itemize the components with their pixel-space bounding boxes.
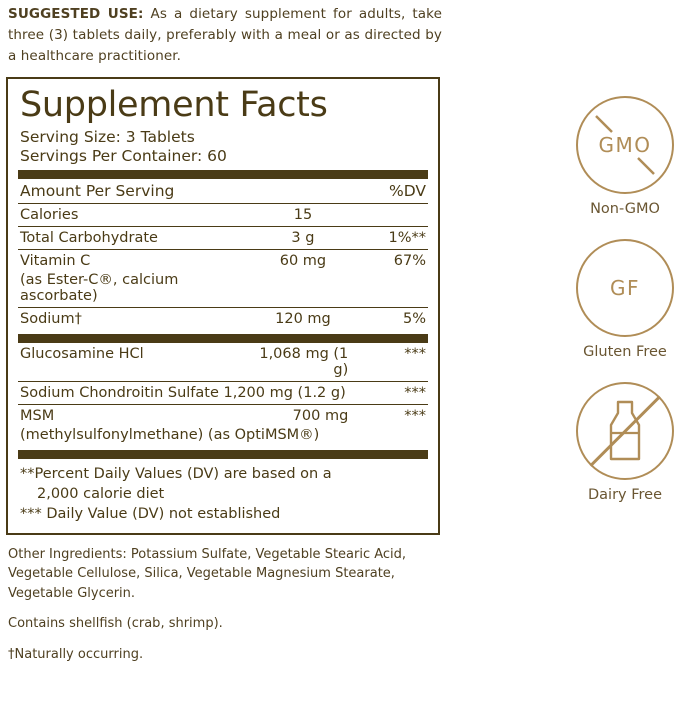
- table-row: [18, 308, 428, 331]
- row-sub-spacer: [248, 272, 359, 308]
- other-ingredients-text: Other Ingredients: Potassium Sulfate, Vegetable Stearic Acid, Vegetable Cellulose, Silica, Vegetable Magnesium Stearate, Vegetable Glycerin.: [8, 546, 407, 601]
- serving-size: Serving Size: 3 Tablets: [20, 127, 195, 146]
- row-name-amount: [18, 382, 358, 405]
- row-amount: 60 mg: [279, 253, 327, 270]
- no-gmo-slash-icon: [576, 96, 674, 194]
- row-amount: 1,200 mg (1.2 g): [223, 385, 346, 402]
- row-dv: ***: [358, 343, 428, 382]
- row-name: Vitamin C: [20, 253, 91, 270]
- footnote-dv-basis-cont: 2,000 calorie diet: [37, 486, 165, 503]
- row-subtext: (as Ester-C®, calcium ascorbate): [18, 272, 248, 308]
- badge-label: Dairy Free: [587, 487, 662, 503]
- row-dv: 1%**: [358, 227, 428, 250]
- divider-thick-bottom: [18, 450, 428, 459]
- divider-thick-middle: [18, 334, 428, 343]
- table-row: [18, 343, 428, 382]
- table-subrow: [18, 427, 428, 446]
- row-name: Total Carbohydrate: [18, 227, 248, 250]
- suggested-use-text: As a dietary supplement for adults, take three (3) tablets daily, preferably with a meal or as directed by a healthcare practitioner.: [8, 6, 442, 64]
- row-amount: 3 g: [248, 227, 359, 250]
- row-name: MSM: [20, 408, 55, 425]
- table-row: [18, 204, 428, 227]
- row-name: Sodium Chondroitin Sulfate: [20, 385, 219, 402]
- footnote-dv-basis: **Percent Daily Values (DV) are based on a: [20, 466, 332, 483]
- nutrition-table-secondary: [18, 343, 428, 446]
- row-amount: 700 mg: [292, 408, 349, 425]
- row-dv: ***: [358, 382, 428, 405]
- badge-dairy-free: [540, 382, 679, 503]
- table-row: [18, 250, 428, 273]
- row-amount: 15: [248, 204, 359, 227]
- table-subrow: [18, 272, 428, 308]
- badge-label: Gluten Free: [583, 344, 667, 360]
- header-amount-per-serving: Amount Per Serving: [18, 179, 248, 204]
- row-dv: ***: [404, 408, 426, 425]
- nutrition-table-primary: [18, 179, 428, 330]
- row-amount: 1,068 mg (1 g): [248, 343, 359, 382]
- suggested-use-paragraph: [6, 0, 446, 67]
- badge-gluten-free: [540, 239, 679, 360]
- other-ingredients-block: [6, 545, 440, 665]
- table-row: [18, 227, 428, 250]
- supplement-facts-title: Supplement Facts: [20, 84, 328, 125]
- servings-per-container: Servings Per Container: 60: [20, 146, 227, 165]
- divider-thick-top: [18, 170, 428, 179]
- badge-non-gmo: [540, 96, 679, 217]
- badge-label: Non-GMO: [590, 201, 660, 217]
- table-header-row: [18, 179, 428, 204]
- naturally-occurring-note: †Naturally occurring.: [8, 646, 144, 662]
- footnote-dv-not-established: *** Daily Value (DV) not established: [20, 505, 281, 522]
- row-sub-spacer2: [358, 272, 428, 308]
- allergen-text: Contains shellfish (crab, shrimp).: [8, 616, 223, 632]
- row-amount: 120 mg: [275, 311, 331, 328]
- suggested-use-heading: SUGGESTED USE:: [8, 6, 144, 22]
- gluten-free-icon: [576, 239, 674, 337]
- table-row: [18, 382, 428, 405]
- label-left-column: [6, 0, 446, 664]
- footnotes: [20, 465, 428, 524]
- row-dv: [358, 204, 428, 227]
- header-dv: %DV: [358, 179, 428, 204]
- badge-mark: GF: [609, 276, 640, 300]
- certification-badges: [540, 96, 679, 525]
- table-row: [18, 405, 428, 428]
- supplement-facts-panel: [6, 77, 440, 535]
- no-gmo-icon: [576, 96, 674, 194]
- header-spacer: [248, 179, 359, 204]
- row-subtext: (methylsulfonylmethane) (as OptiMSM®): [20, 427, 320, 444]
- row-name: Glucosamine HCl: [18, 343, 248, 382]
- badge-mark: GMO: [598, 133, 652, 157]
- row-dv: 67%: [393, 253, 426, 270]
- dairy-free-bottle-icon: [576, 382, 674, 480]
- row-name: Calories: [18, 204, 248, 227]
- row-dv: 5%: [402, 311, 426, 328]
- row-name: Sodium†: [20, 311, 82, 328]
